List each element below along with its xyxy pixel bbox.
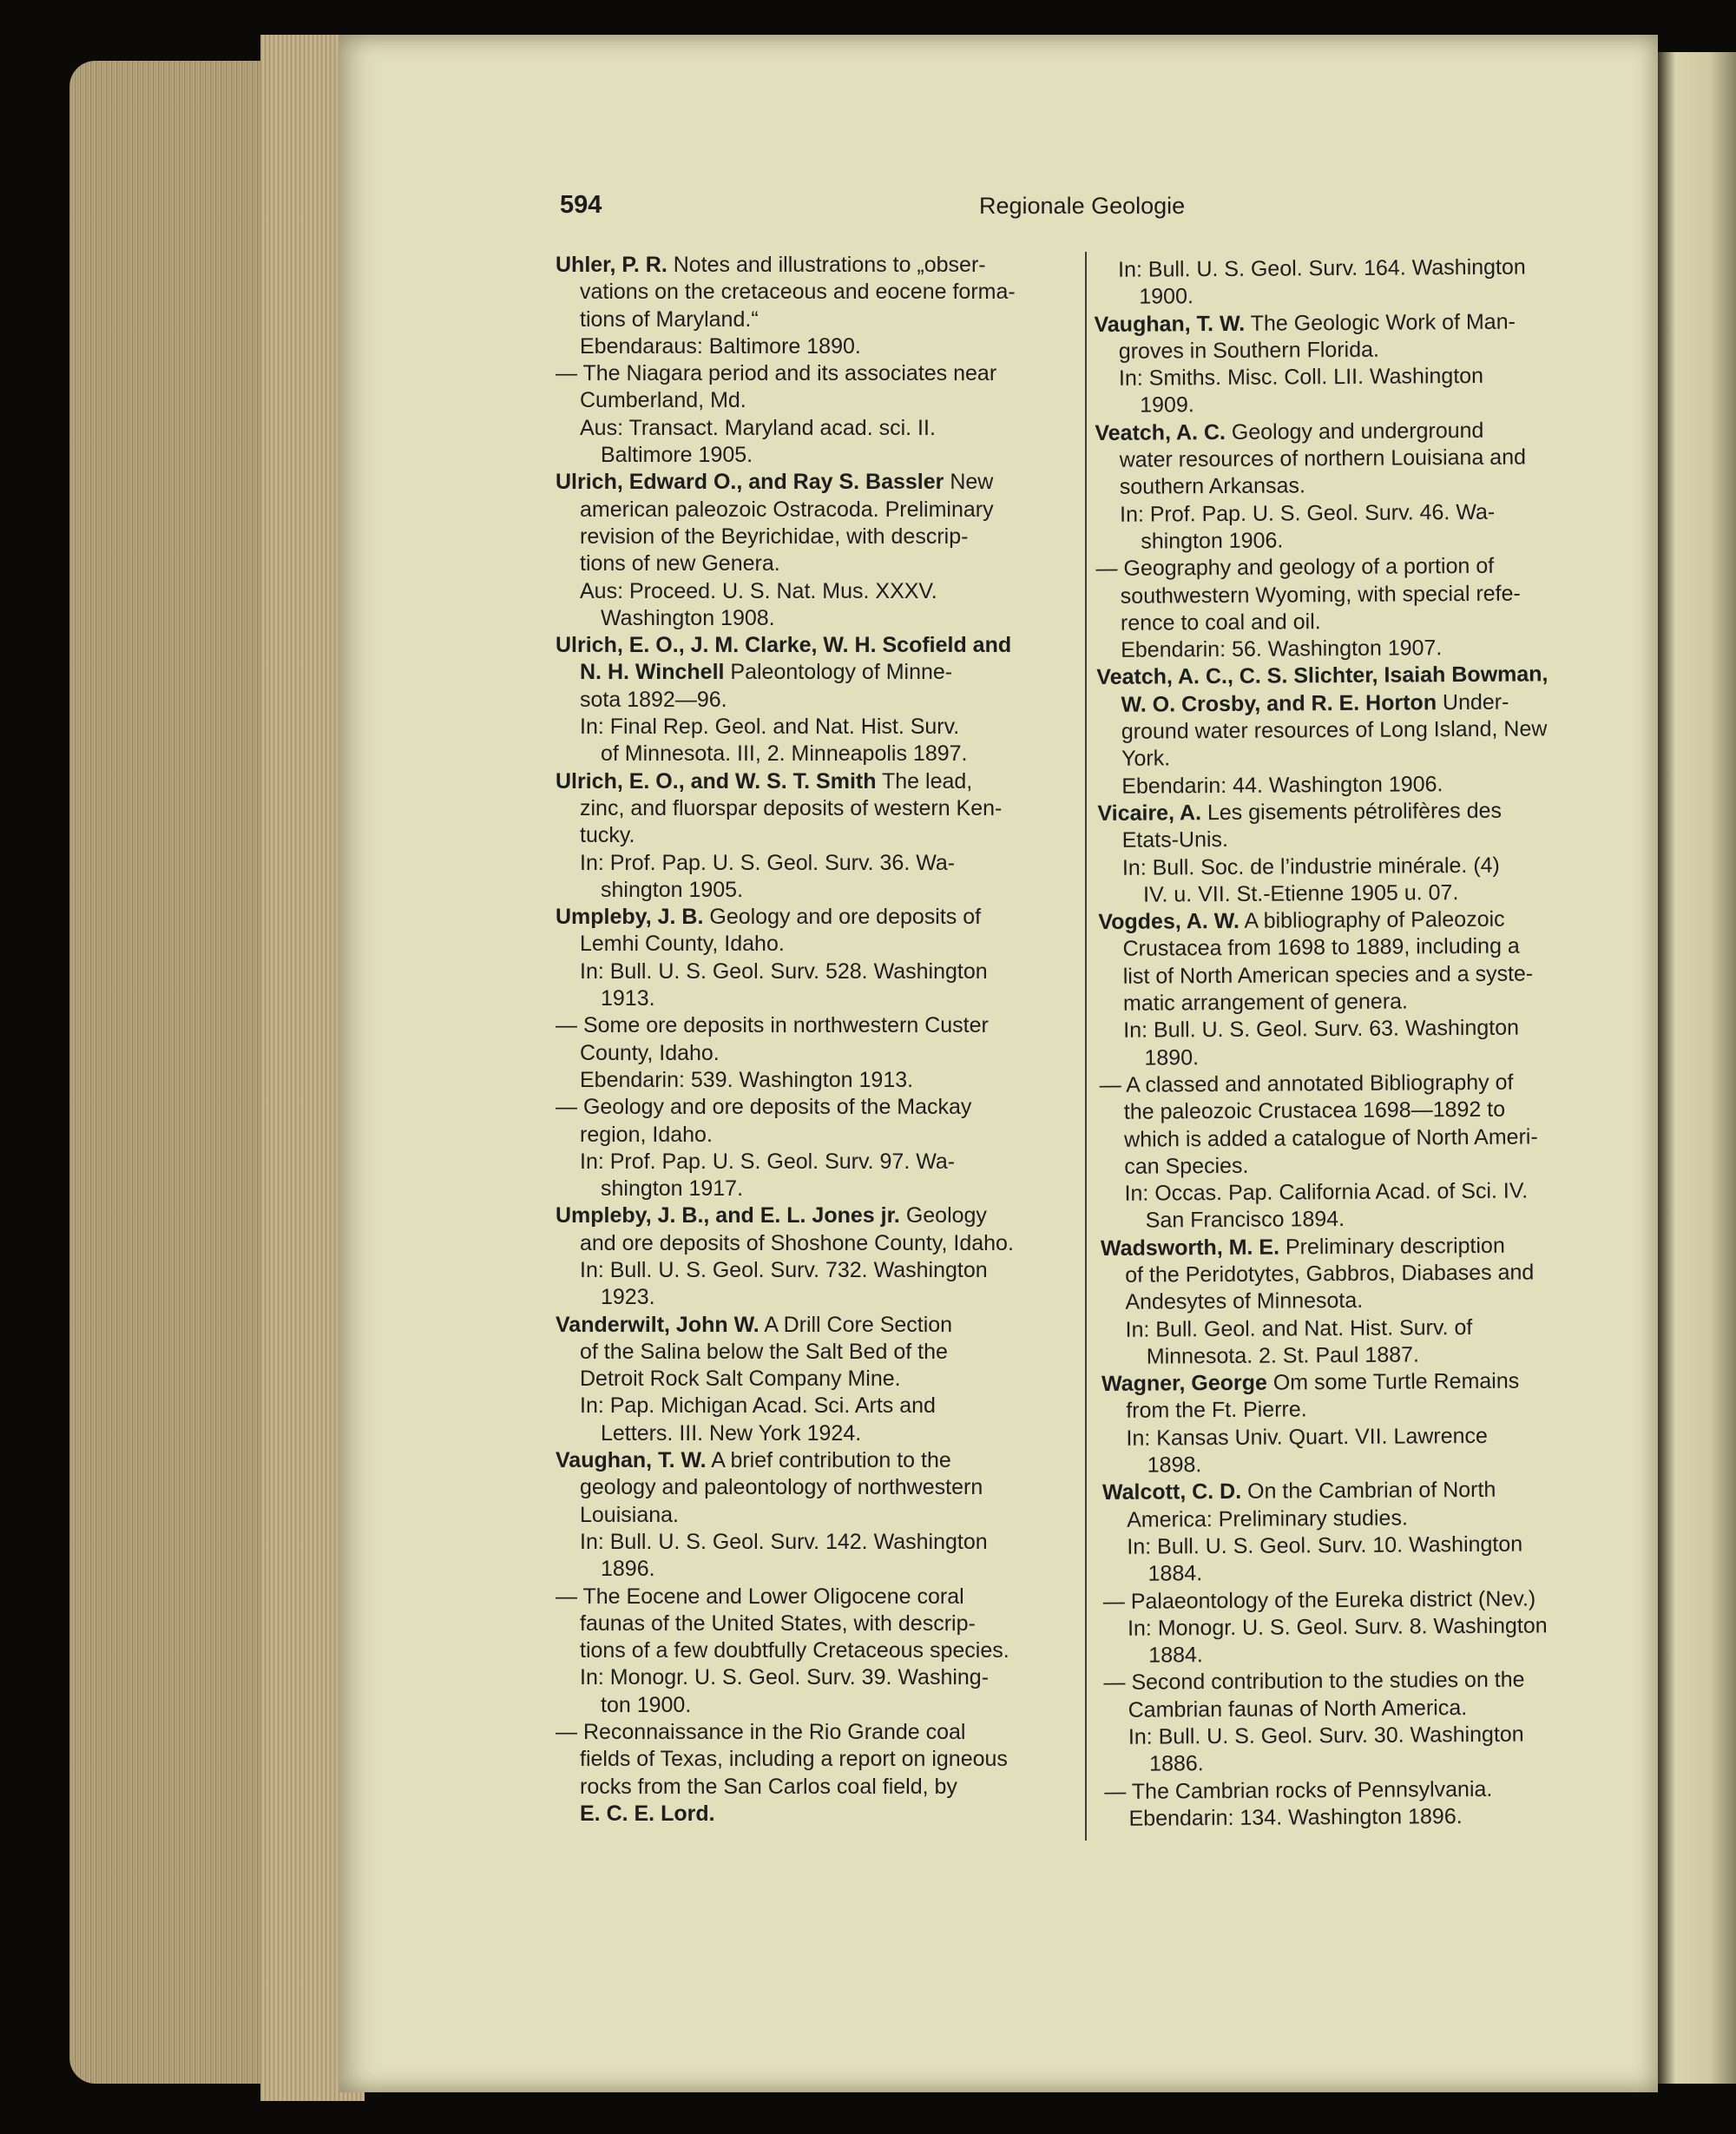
entry-publication: In: Bull. U. S. Geol. Surv. 142. Washington (580, 1529, 988, 1554)
entry-publication-cont: 1913. (601, 986, 655, 1011)
entry-author: Ulrich, Edward O., and Ray S. Bassler (556, 470, 944, 495)
entry-publication: Ebendaraus: Baltimore 1890. (580, 333, 861, 359)
entry-title-line: of the Salina below the Salt Bed of the (580, 1339, 948, 1364)
entry-title-line: fields of Texas, including a report on igneous (580, 1747, 1008, 1772)
entry-title-text: Paleontology of Minne- (724, 660, 953, 685)
page-number: 594 (560, 191, 602, 219)
entry-author: Vaughan, T. W. (1094, 311, 1246, 337)
left-column (556, 252, 1068, 1828)
entry-dash-line: — Some ore deposits in northwestern Custer (556, 1013, 989, 1038)
entry-title-line: matic arrangement of genera. (1122, 989, 1409, 1016)
entry-title-text: Under- (1436, 689, 1509, 715)
entry-title-line: Louisiana. (580, 1502, 679, 1527)
entry-publication: In: Bull. U. S. Geol. Surv. 732. Washington (580, 1257, 988, 1282)
entry-author: Veatch, A. C. (1095, 419, 1226, 445)
entry-publication-cont: Washington 1908. (601, 605, 775, 630)
entry-author: Wagner, George (1101, 1370, 1267, 1397)
entry-publication-cont: of Minnesota. III, 2. Minneapolis 1897. (601, 741, 968, 767)
entry-first-line (556, 1202, 1068, 1229)
entry-publication: Aus: Transact. Maryland acad. sci. II. (580, 415, 936, 440)
entry-author: Vicaire, A. (1097, 800, 1202, 826)
entry-dash-line: — Palaeontology of the Eureka district (Nev.) (1102, 1586, 1536, 1614)
entry-first-line (1101, 1367, 1609, 1398)
entry-author-continued: W. O. Crosby, and R. E. Horton (1121, 690, 1437, 717)
entry-publication-cont: IV. u. VII. St.-Etienne 1905 u. 07. (1143, 879, 1459, 907)
facing-page-edge (1658, 52, 1736, 2084)
bibliography-entry (556, 469, 1068, 632)
entry-publication-cont: shington 1906. (1141, 528, 1284, 554)
entry-publication: In: Prof. Pap. U. S. Geol. Surv. 36. Wa- (580, 850, 956, 875)
entry-title-text: The lead, (876, 768, 973, 794)
entry-publication: In: Occas. Pap. California Acad. of Sci. IV. (1124, 1178, 1529, 1206)
bibliography-entry (1101, 1232, 1609, 1372)
entry-first-line (1094, 308, 1601, 339)
entry-author: Uhler, P. R. (556, 253, 667, 277)
entry-author: Vogdes, A. W. (1098, 908, 1240, 935)
bibliography-entry (556, 1719, 1068, 1828)
entry-title-line: York. (1121, 746, 1171, 772)
entry-author: Vanderwilt, John W. (556, 1312, 760, 1337)
entry-title-text: Geology and underground (1225, 418, 1484, 445)
entry-publication-cont: 1884. (1147, 1561, 1203, 1586)
bibliography-entry (1095, 552, 1604, 664)
entry-title-line: rocks from the San Carlos coal field, by (580, 1774, 957, 1799)
entry-title-line: America: Preliminary studies. (1127, 1505, 1408, 1532)
entry-title-text: Om some Turtle Remains (1266, 1368, 1520, 1395)
entry-publication-cont: Baltimore 1905. (601, 443, 753, 468)
entry-title-line: list of North American species and a syste- (1122, 961, 1534, 989)
entry-title-line: rence to coal and oil. (1120, 609, 1321, 636)
bibliography-entry (556, 1312, 1068, 1447)
entry-title-line: southern Arkansas. (1119, 473, 1305, 500)
bibliography-entry (1098, 906, 1607, 1072)
entry-title-text: A Drill Core Section (759, 1312, 953, 1337)
entry-author-tail: E. C. E. Lord. (580, 1801, 715, 1826)
entry-title-line: water resources of northern Louisiana and (1119, 445, 1527, 472)
entry-publication-cont: ton 1900. (601, 1692, 692, 1717)
entry-publication-cont: 1884. (1148, 1643, 1203, 1668)
entry-title-line: vations on the cretaceous and eocene forma- (580, 280, 1016, 305)
entry-title-line: region, Idaho. (580, 1122, 713, 1147)
entry-publication: In: Bull. U. S. Geol. Surv. 30. Washington (1128, 1722, 1524, 1749)
entry-author-line (556, 659, 1068, 686)
entry-publication-cont: 1900. (1139, 284, 1194, 309)
entry-author: Umpleby, J. B. (556, 905, 704, 930)
page-header (560, 191, 1220, 226)
entry-dash-line: — Reconnaissance in the Rio Grande coal (556, 1720, 966, 1745)
entry-title-line: Etats-Unis. (1121, 827, 1229, 853)
entry-title-text: Notes and illustrations to „obser- (667, 253, 986, 277)
entry-title-line: zinc, and fluorspar deposits of western Ken- (580, 795, 1003, 820)
entry-title-text: A bibliography of Paleozoic (1239, 906, 1505, 933)
column-divider (1085, 252, 1087, 1841)
entry-dash-line: — Geology and ore deposits of the Mackay (556, 1095, 972, 1120)
entry-author: Ulrich, E. O., and W. S. T. Smith (556, 768, 877, 794)
entry-title-line: the paleozoic Crustacea 1698—1892 to (1123, 1097, 1506, 1124)
entry-first-line (556, 469, 1068, 496)
bibliography-entry (556, 1447, 1068, 1583)
entry-first-line (1098, 906, 1606, 936)
entry-dash-line: — Geography and geology of a portion of (1095, 554, 1495, 582)
bibliography-entry (1103, 1584, 1612, 1670)
entry-publication: In: Monogr. U. S. Geol. Surv. 8. Washington (1127, 1613, 1548, 1641)
entry-first-line (556, 1447, 1068, 1474)
entry-title-line: revision of the Beyrichidae, with descrip- (580, 524, 969, 549)
entry-title-line: Cumberland, Md. (580, 388, 746, 413)
entry-title-line: american paleozoic Ostracoda. Preliminary (580, 497, 994, 522)
entry-publication: In: Prof. Pap. U. S. Geol. Surv. 46. Wa- (1119, 499, 1496, 527)
entry-author: Ulrich, E. O., J. M. Clarke, W. H. Scofield and (556, 633, 1012, 658)
entry-publication: Ebendarin: 134. Washington 1896. (1128, 1804, 1463, 1831)
bibliography-entry (1104, 1775, 1612, 1833)
entry-title-line: Cambrian faunas of North America. (1128, 1695, 1468, 1722)
bibliography-entry (1094, 308, 1602, 420)
entry-publication: Ebendarin: 539. Washington 1913. (580, 1067, 914, 1092)
entry-title-text: Preliminary description (1279, 1233, 1505, 1260)
bibliography-entry (1097, 797, 1606, 909)
entry-title-line: faunas of the United States, with descrip- (580, 1610, 976, 1636)
entry-publication-cont: Letters. III. New York 1924. (601, 1420, 862, 1446)
entry-title-line: which is added a catalogue of North Ameri- (1123, 1123, 1538, 1152)
entry-publication-cont: Minnesota. 2. St. Paul 1887. (1146, 1342, 1420, 1369)
entry-title-line: and ore deposits of Shoshone County, Idaho. (580, 1230, 1014, 1255)
entry-title-text: Geology (899, 1203, 987, 1228)
entry-author-continued: N. H. Winchell (580, 660, 725, 685)
entry-publication-cont: shington 1917. (601, 1176, 744, 1202)
bibliography-entry (1101, 1367, 1610, 1479)
right-column (1094, 254, 1613, 1833)
entry-first-line (1102, 1476, 1610, 1506)
entry-publication: In: Bull. U. S. Geol. Surv. 10. Washington (1127, 1531, 1523, 1559)
entry-author: Walcott, C. D. (1101, 1479, 1242, 1505)
entry-dash-line: — The Cambrian rocks of Pennsylvania. (1104, 1776, 1493, 1804)
entry-dash-line: — A classed and annotated Bibliography of (1099, 1070, 1514, 1097)
bibliography-entry (556, 632, 1068, 767)
entry-publication: In: Prof. Pap. U. S. Geol. Surv. 97. Wa- (580, 1149, 956, 1174)
entry-publication: Aus: Proceed. U. S. Nat. Mus. XXXV. (580, 578, 937, 603)
entry-publication-cont: 1890. (1144, 1044, 1200, 1070)
entry-publication: Ebendarin: 44. Washington 1906. (1121, 771, 1443, 799)
entry-title-text: A brief contribution to the (706, 1448, 951, 1473)
entry-publication: In: Smiths. Misc. Coll. LII. Washington (1118, 364, 1484, 391)
entry-title-line: can Species. (1124, 1153, 1249, 1179)
entry-title-line: southwestern Wyoming, with special refe- (1120, 581, 1521, 609)
entry-first-line (1101, 1232, 1608, 1262)
entry-title-line: Crustacea from 1698 to 1889, including a (1122, 934, 1520, 962)
entry-first-line (556, 904, 1068, 931)
entry-title-text: Geology and ore deposits of (703, 905, 982, 930)
entry-title-line: Andesytes of Minnesota. (1125, 1288, 1364, 1315)
entry-publication: In: Final Rep. Geol. and Nat. Hist. Surv. (580, 715, 960, 740)
bibliography-entry (556, 1094, 1068, 1202)
entry-first-line (1096, 661, 1604, 691)
entry-publication: In: Bull. U. S. Geol. Surv. 63. Washington (1123, 1015, 1520, 1044)
bibliography-entry (556, 360, 1068, 469)
entry-publication: In: Kansas Univ. Quart. VII. Lawrence (1126, 1423, 1488, 1451)
entry-author: Wadsworth, M. E. (1100, 1235, 1280, 1261)
entry-author-line (1096, 688, 1604, 719)
entry-title-text: On the Cambrian of North (1241, 1478, 1496, 1505)
bibliography-entry (1095, 417, 1603, 557)
entry-title-text: Les gisements pétrolifères des (1200, 798, 1503, 826)
entry-title-line: geology and paleontology of northwestern (580, 1475, 983, 1500)
entry-publication-cont: shington 1905. (601, 877, 744, 902)
entry-publication: Ebendarin: 56. Washington 1907. (1121, 636, 1443, 662)
entry-publication-cont: San Francisco 1894. (1145, 1207, 1345, 1234)
entry-author: Veatch, A. C., C. S. Slichter, Isaiah Bowman, (1096, 662, 1549, 690)
entry-title-text: The Geologic Work of Man- (1245, 309, 1516, 336)
entry-publication-cont: 1923. (601, 1285, 655, 1310)
entry-first-line (556, 252, 1068, 279)
entry-first-line (556, 1312, 1068, 1339)
entry-author: Vaughan, T. W. (556, 1448, 707, 1473)
entry-title-line: tucky. (580, 823, 635, 848)
entry-publication: In: Monogr. U. S. Geol. Surv. 39. Washing- (580, 1665, 990, 1690)
entry-first-line (556, 632, 1068, 659)
entry-publication: In: Bull. U. S. Geol. Surv. 528. Washington (580, 958, 988, 984)
entry-title-line: County, Idaho. (580, 1040, 720, 1065)
entry-dash-line: — Second contribution to the studies on the (1103, 1668, 1525, 1696)
entry-title-line: tions of Maryland.“ (580, 306, 759, 332)
entry-title-line: Lemhi County, Idaho. (580, 932, 785, 957)
bibliography-entry (1096, 661, 1605, 800)
entry-title-line: from the Ft. Pierre. (1126, 1397, 1307, 1424)
entry-title-line: ground water resources of Long Island, New (1121, 716, 1548, 744)
entry-first-line (556, 768, 1068, 795)
bibliography-entry (556, 1584, 1068, 1719)
entry-publication: In: Bull. Geol. and Nat. Hist. Surv. of (1125, 1314, 1473, 1342)
entry-title-line: groves in Southern Florida. (1118, 337, 1380, 364)
bibliography-entry (1094, 254, 1601, 312)
entry-first-line (1095, 417, 1602, 447)
entry-title-line: of the Peridotytes, Gabbros, Diabases and (1125, 1260, 1535, 1288)
entry-title-text: New (944, 470, 994, 495)
running-head: Regionale Geologie (979, 193, 1186, 219)
entry-publication: In: Bull. Soc. de l’industrie minérale. (4) (1121, 853, 1500, 880)
entry-publication: In: Pap. Michigan Acad. Sci. Arts and (580, 1393, 936, 1419)
entry-dash-line: — The Eocene and Lower Oligocene coral (556, 1584, 964, 1609)
entry-publication-cont: 1886. (1149, 1751, 1204, 1776)
entry-author: Umpleby, J. B., and E. L. Jones jr. (556, 1203, 900, 1228)
bibliography-entry (1102, 1476, 1611, 1588)
entry-publication-cont: 1898. (1147, 1452, 1202, 1478)
bibliography-entry (556, 904, 1068, 1012)
bibliography-entry (556, 1012, 1068, 1094)
bibliography-entry (556, 252, 1068, 360)
entry-publication-cont: 1896. (601, 1557, 655, 1582)
entry-title-line: tions of new Genera. (580, 551, 780, 576)
entry-publication: In: Bull. U. S. Geol. Surv. 164. Washington (1118, 254, 1526, 282)
entry-first-line (1097, 797, 1605, 827)
bibliography-entry (1103, 1666, 1612, 1778)
bibliography-entry (1100, 1069, 1608, 1235)
entry-title-line: Detroit Rock Salt Company Mine. (580, 1367, 901, 1392)
bibliography-entry (556, 768, 1068, 904)
entry-dash-line: — The Niagara period and its associates near (556, 361, 997, 386)
entry-title-line: sota 1892—96. (580, 687, 727, 712)
bibliography-entry (556, 1202, 1068, 1311)
entry-title-line: tions of a few doubtfully Cretaceous species. (580, 1638, 1009, 1663)
entry-publication-cont: 1909. (1140, 392, 1194, 418)
